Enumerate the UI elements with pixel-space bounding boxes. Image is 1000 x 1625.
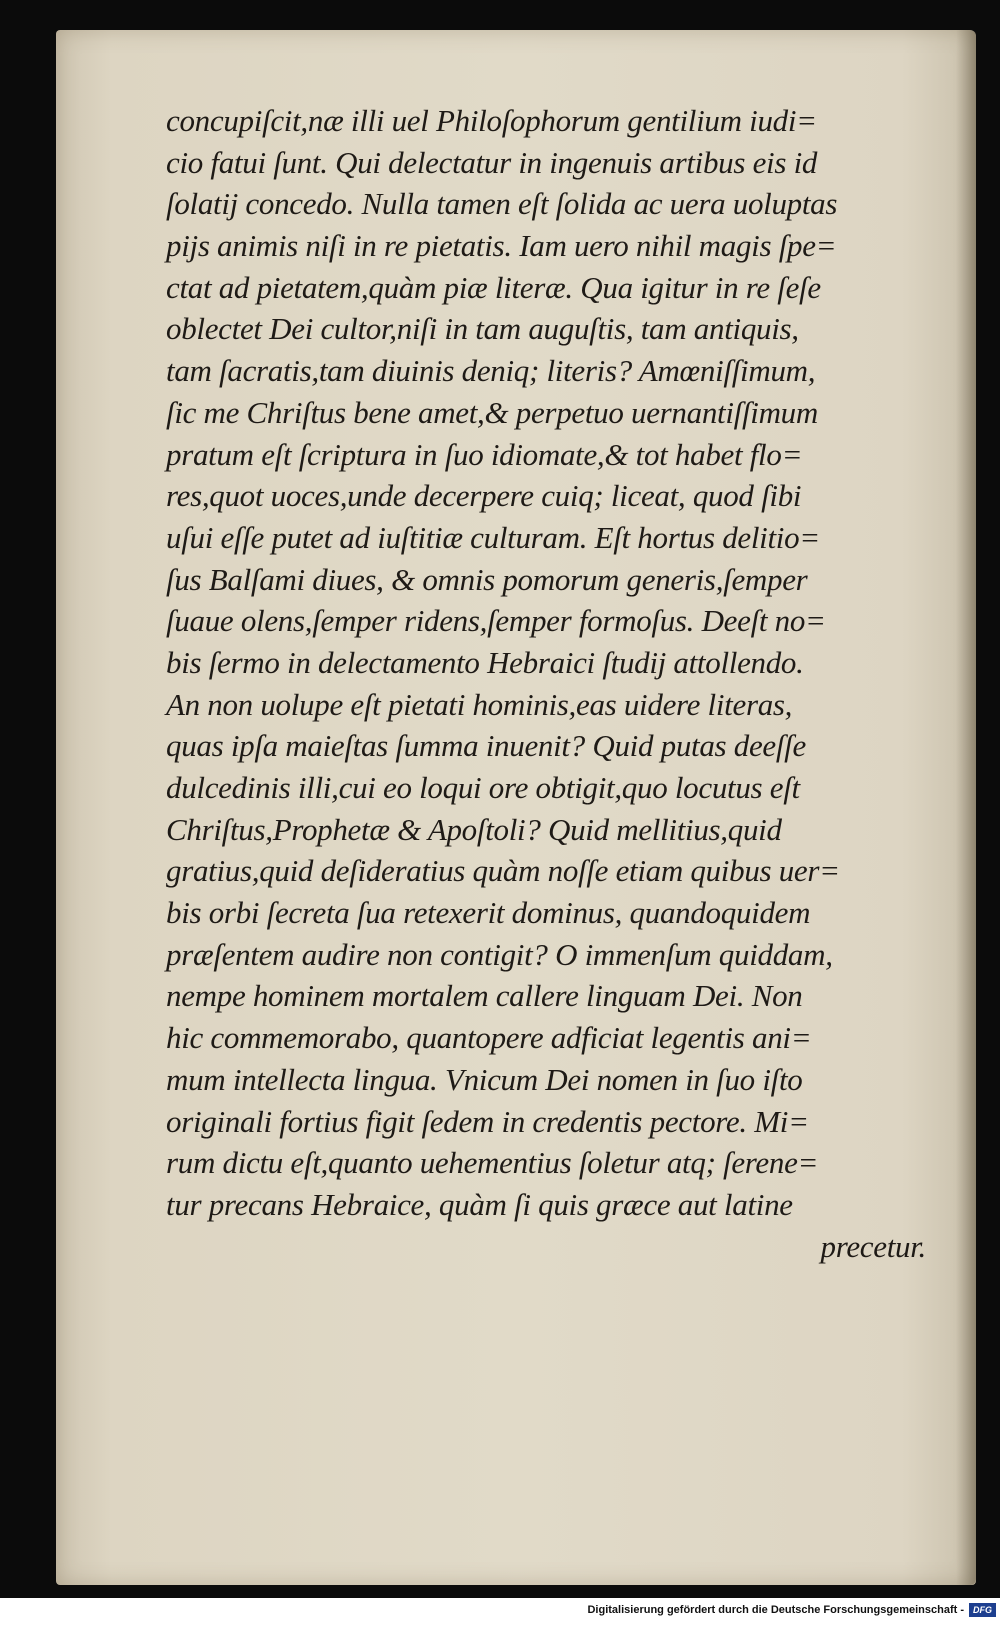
text-line: uſui eſſe putet ad iuſtitiæ culturam. Eſt hortus delitio= (166, 519, 820, 555)
text-line: ctat ad pietatem,quàm piæ literæ. Qua igitur in re ſeſe (166, 269, 821, 305)
page-text-block (166, 100, 926, 1267)
text-line: cio fatui ſunt. Qui delectatur in ingenuis artibus eis id (166, 144, 818, 180)
text-line: quas ipſa maieſtas ſumma inuenit? Quid putas deeſſe (166, 728, 806, 764)
text-line: oblectet Dei cultor,niſi in tam auguſtis, tam antiquis, (166, 311, 799, 347)
text-line: ſuaue olens,ſemper ridens,ſemper formoſus. Deeſt no= (166, 603, 826, 639)
text-line: ſic me Chriſtus bene amet,& perpetuo uernantiſſimum (166, 394, 818, 430)
text-line: præſentem audire non contigit? O immenſum quiddam, (166, 936, 833, 972)
text-line: rum dictu eſt,quanto uehementius ſoletur atq; ſerene= (166, 1145, 819, 1181)
funding-credit: Digitalisierung gefördert durch die Deutsche Forschungsgemeinschaft - (587, 1604, 964, 1616)
page-gutter-shadow (956, 30, 976, 1585)
text-line: mum intellecta lingua. Vnicum Dei nomen in ſuo iſto (166, 1061, 803, 1097)
text-line: concupiſcit,næ illi uel Philoſophorum gentilium iudi= (166, 103, 817, 138)
text-line: dulcedinis illi,cui eo loqui ore obtigit,quo locutus eſt (166, 770, 800, 805)
text-line: tur precans Hebraice, quàm ſi quis græce aut latine (166, 1186, 793, 1222)
text-line: Chriſtus,Prophetæ & Apoſtoli? Quid mellitius,quid (166, 811, 782, 847)
text-line: An non uolupe eſt pietati hominis,eas uidere literas, (166, 686, 793, 722)
dfg-logo: DFG (969, 1603, 996, 1617)
footer-bar (0, 1598, 1000, 1625)
text-line: nempe hominem mortalem callere linguam Dei. Non (166, 978, 803, 1014)
catchword-line: precetur. (820, 1228, 926, 1264)
text-line: gratius,quid deſideratius quàm noſſe etiam quibus uer= (166, 853, 840, 889)
text-line: bis ſermo in delectamento Hebraici ſtudij attollendo. (166, 644, 804, 680)
text-line: ſus Balſami diues, & omnis pomorum generis,ſemper (166, 561, 808, 597)
text-line: res,quot uoces,unde decerpere cuiq; liceat, quod ſibi (166, 478, 802, 514)
text-line: bis orbi ſecreta ſua retexerit dominus, quandoquidem (166, 895, 811, 931)
text-line: originali fortius figit ſedem in credentis pectore. Mi= (166, 1103, 809, 1139)
text-line: ſolatij concedo. Nulla tamen eſt ſolida ac uera uoluptas (166, 186, 838, 222)
text-line: pratum eſt ſcriptura in ſuo idiomate,& tot habet flo= (166, 436, 803, 472)
text-line: tam ſacratis,tam diuinis deniq; literis? Amœniſſimum, (166, 353, 816, 389)
text-line: pijs animis niſi in re pietatis. Iam uero nihil magis ſpe= (166, 228, 837, 264)
text-line: hic commemorabo, quantopere adficiat legentis ani= (166, 1020, 812, 1056)
